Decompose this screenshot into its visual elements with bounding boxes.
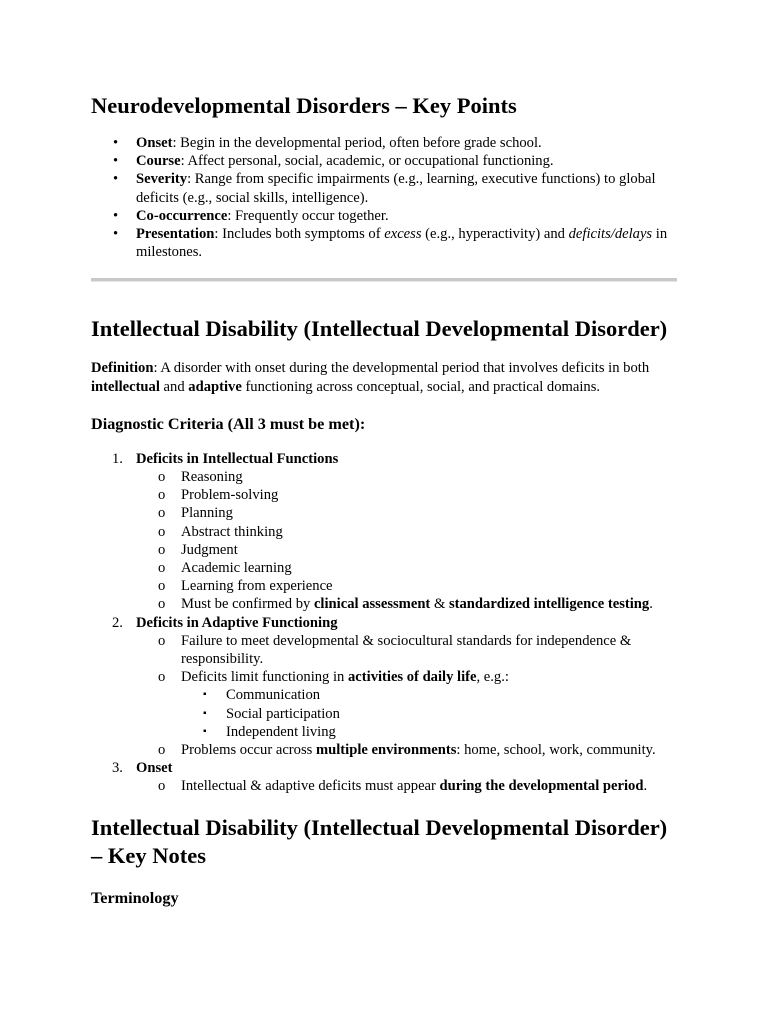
circle-marker: o: [158, 669, 166, 686]
circle-marker: o: [158, 505, 166, 522]
list-item: [91, 559, 677, 577]
circle-marker: o: [158, 487, 166, 504]
item-text: : Affect personal, social, academic, or occupational functioning.: [180, 153, 554, 170]
item-text: Deficits limit functioning in: [181, 669, 348, 686]
item-bold: standardized intelligence testing: [448, 596, 650, 613]
list-item: [91, 541, 677, 559]
item-text: Problems occur across: [181, 742, 316, 759]
circle-marker: o: [158, 560, 166, 577]
item-text: : Includes both symptoms of: [214, 226, 385, 243]
bullet-marker: •: [113, 207, 119, 224]
circle-marker: o: [158, 596, 166, 613]
item-text: Judgment: [181, 541, 238, 558]
horizontal-rule: [91, 278, 677, 282]
criteria-list: [91, 450, 677, 796]
circle-marker: o: [158, 541, 166, 558]
circle-marker: o: [158, 632, 166, 649]
item-text: , e.g.:: [476, 669, 509, 686]
criterion-3: [91, 759, 677, 777]
list-item: [91, 468, 677, 486]
term: Onset: [136, 135, 173, 151]
item-text: in milestones.: [136, 226, 668, 261]
list-item: [91, 207, 677, 225]
term: Presentation: [136, 226, 215, 243]
term: Course: [136, 153, 181, 170]
definition-text: : A disorder with onset during the developmental period that involves deficits in both: [153, 360, 650, 377]
item-text: Must be confirmed by: [181, 596, 314, 613]
section-title-key-notes: Intellectual Disability (Intellectual Developmental Disorder) – Key Notes: [91, 814, 668, 868]
emphasis: excess: [384, 226, 422, 243]
section-title-neurodevelopmental: Neurodevelopmental Disorders – Key Points: [91, 93, 517, 118]
circle-marker: o: [158, 742, 166, 759]
criterion-2: [91, 614, 677, 632]
item-text: Independent living: [226, 723, 336, 740]
list-item: [91, 225, 677, 261]
item-bold: clinical assessment: [313, 596, 431, 613]
bullet-marker: •: [113, 135, 119, 151]
item-text: Learning from experience: [181, 578, 333, 595]
term: Severity: [136, 171, 188, 188]
definition-text: and: [159, 378, 189, 395]
item-bold: activities of daily life: [348, 669, 477, 686]
list-item: [91, 577, 677, 595]
circle-marker: o: [158, 578, 166, 595]
criteria-heading: Diagnostic Criteria (All 3 must be met):: [91, 414, 366, 433]
list-item: [91, 777, 677, 795]
definition-paragraph: [91, 359, 677, 395]
sub-list-item: [91, 705, 677, 723]
emphasis: deficits/delays: [568, 226, 653, 243]
list-item: [91, 632, 677, 668]
bullet-marker: •: [113, 226, 119, 243]
number-marker: 3.: [112, 760, 123, 777]
criterion-title: Onset: [136, 760, 173, 777]
item-text: Academic learning: [181, 560, 292, 577]
item-text: : Begin in the developmental period, often before grade school.: [172, 135, 542, 151]
list-item: [91, 134, 677, 152]
definition-label: Definition: [91, 360, 154, 377]
item-text: : Range from specific impairments (e.g., learning, executive functions) to global deficits (e.g., social skills, intelligence).: [136, 171, 656, 206]
number-marker: 1.: [112, 450, 123, 467]
list-item: [91, 486, 677, 504]
definition-bold: adaptive: [188, 378, 242, 395]
sub-list-item: [91, 686, 677, 704]
criterion-title: Deficits in Adaptive Functioning: [136, 614, 338, 631]
list-item: [91, 170, 677, 206]
list-item: [91, 595, 677, 613]
item-text: Communication: [226, 687, 321, 704]
list-item: [91, 741, 677, 759]
definition-bold: intellectual: [91, 378, 160, 395]
section-title-intellectual-disability: Intellectual Disability (Intellectual Developmental Disorder): [91, 316, 668, 342]
item-text: .: [649, 596, 653, 613]
item-text: &: [430, 596, 449, 613]
item-text: Abstract thinking: [181, 523, 283, 540]
list-item: [91, 523, 677, 541]
bullet-marker: •: [113, 171, 119, 188]
list-item: [91, 668, 677, 686]
key-points-list: [91, 134, 677, 261]
list-item: [91, 504, 677, 522]
item-text: (e.g., hyperactivity) and: [421, 226, 569, 243]
terminology-heading: Terminology: [91, 888, 179, 907]
square-marker: ▪: [203, 689, 207, 701]
circle-marker: o: [158, 523, 166, 540]
item-bold: multiple environments: [315, 742, 457, 759]
number-marker: 2.: [112, 614, 123, 631]
item-text: .: [643, 778, 648, 795]
list-item: [91, 152, 677, 170]
criterion-title: Deficits in Intellectual Functions: [136, 450, 339, 467]
square-marker: ▪: [203, 725, 207, 737]
item-text: Failure to meet developmental & sociocultural standards for independence & responsibility.: [181, 632, 632, 668]
term: Co-occurrence: [136, 207, 228, 224]
item-text: Planning: [181, 505, 233, 522]
square-marker: ▪: [203, 707, 207, 719]
item-text: : home, school, work, community.: [456, 742, 656, 759]
criterion-1: [91, 450, 677, 468]
circle-marker: o: [158, 778, 166, 795]
item-text: Social participation: [226, 705, 340, 722]
circle-marker: o: [158, 469, 166, 486]
item-text: Problem-solving: [181, 487, 279, 504]
sub-list-item: [91, 723, 677, 741]
item-text: Reasoning: [181, 469, 243, 486]
definition-text: functioning across conceptual, social, and practical domains.: [241, 378, 601, 395]
item-text: : Frequently occur together.: [227, 207, 389, 224]
item-bold: during the developmental period: [439, 778, 644, 795]
bullet-marker: •: [113, 153, 119, 170]
item-text: Intellectual & adaptive deficits must appear: [181, 778, 440, 795]
